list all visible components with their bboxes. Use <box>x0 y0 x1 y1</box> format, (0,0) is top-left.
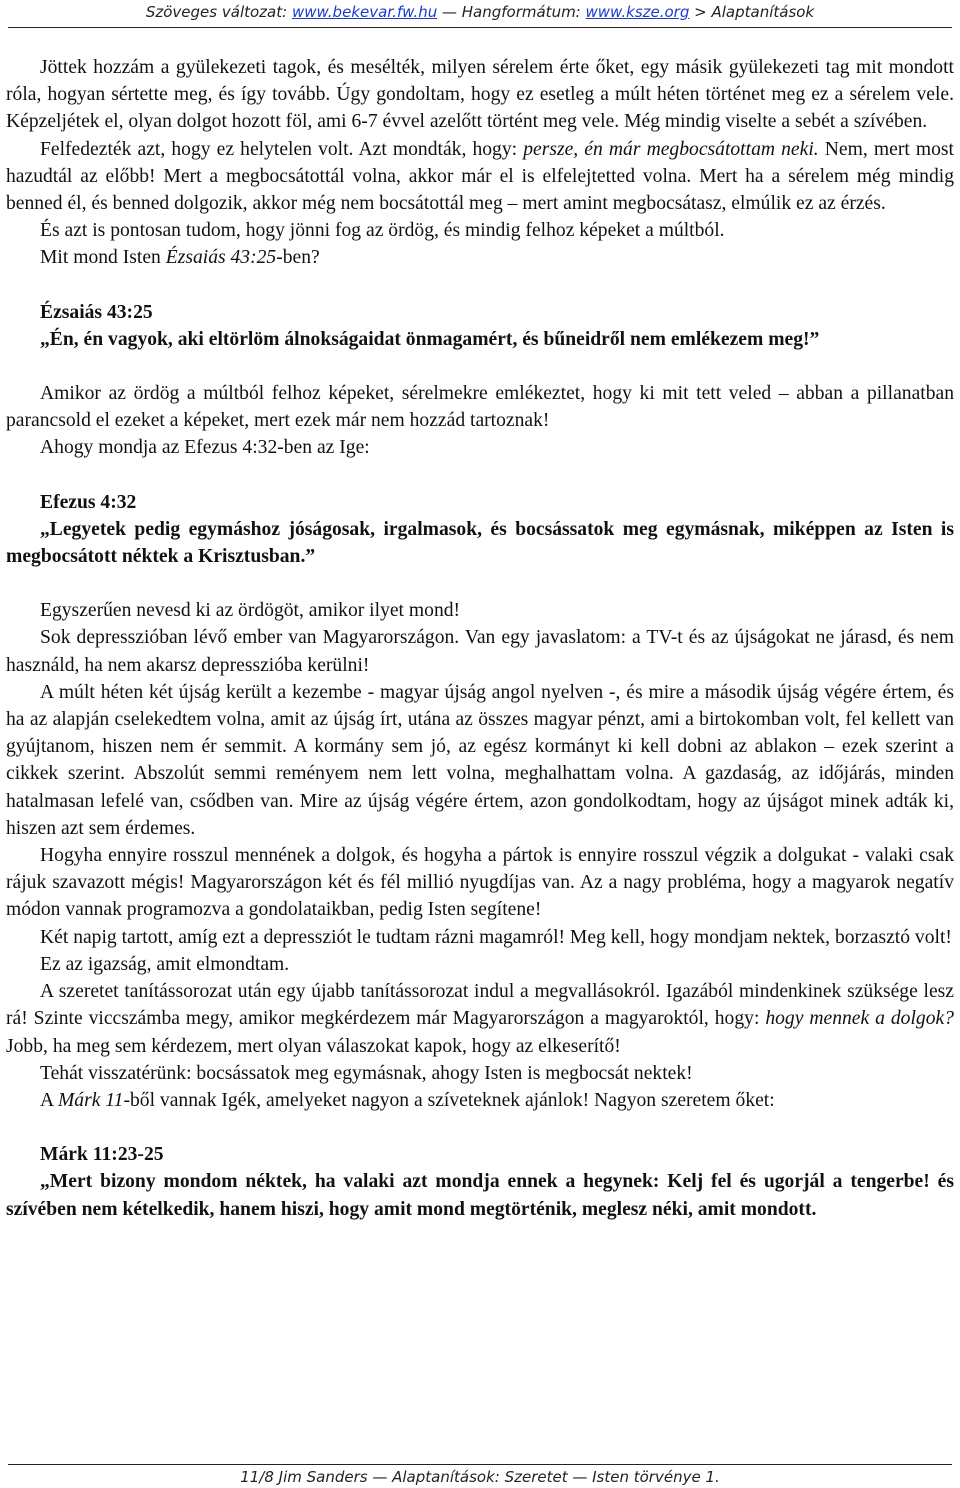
italic-quote: hogy mennek a dolgok? <box>765 1008 954 1030</box>
document-body <box>6 54 954 1223</box>
bekevar-link[interactable]: www.bekevar.fw.hu <box>291 3 438 21</box>
text-run: Nem, mert most hazudtál az előbb! Mert a megbocsátottál volna, akkor már el is elfelejtetted volna. Mert ha a sérelem még mindig benned él, és benned dolgozik, akkor még nem bocsátottál meg – mert amint megbocsátasz, elmúlik ez az érzés. <box>6 138 955 215</box>
paragraph: És azt is pontosan tudom, hogy jönni fog az ördög, és mindig felhoz képeket a múltból. <box>40 220 725 242</box>
header-label-audio: — Hangformátum: <box>437 3 586 21</box>
text-run: -ből vannak Igék, amelyeket nagyon a szíveteknek ajánlok! Nagyon szeretem őket: <box>123 1089 775 1111</box>
header-divider <box>8 27 952 28</box>
paragraph: Ahogy mondja az Efezus 4:32-ben az Ige: <box>40 437 370 459</box>
text-run: Felfedezték azt, hogy ez helytelen volt. Azt mondták, hogy: <box>40 138 524 160</box>
paragraph: A múlt héten két újság került a kezembe - magyar újság angol nyelven -, és mire a második újság végére értem, és ha az alapján cselekedtem volna, amit az újság írt, utána az összes magyar pénzt, ami a birtokomban volt, fel kellett van gyújtanom, hiszen nem ér semmit. A kormány sem jó, az egész kormányt ki kell dobni az ablakon – ezek szerint a cikkek szerint. Abszolút semmi reményem nem lett volna, meghalhattam volna. A gazdaság, az időjárás, minden hatalmasan lefelé van, csődben van. Mire az újság végére értem, azon gondolkodtam, hogy az újságot minek adták ki, hiszen azt sem érdemes. <box>6 681 954 839</box>
text-run: Mit mond Isten <box>40 247 166 269</box>
spacer <box>6 570 954 597</box>
scripture-reference: Márk 11:23-25 <box>40 1144 164 1166</box>
scripture-verse: „Én, én vagyok, aki eltörlöm álnokságaidat önmagamért, és bűneidről nem emlékezem meg!” <box>40 328 820 350</box>
spacer <box>6 272 954 299</box>
paragraph: Sok depresszióban lévő ember van Magyarországon. Van egy javaslatom: a TV-t és az újságokat ne járasd, és nem használd, ha nem akarsz depresszióba kerülni! <box>6 627 954 676</box>
paragraph: Hogyha ennyire rosszul mennének a dolgok, és hogyha a pártok is ennyire rosszul végzik a dolgukat - valaki csak rájuk szavazott mégis! Magyarországon két és fél millió nyugdíjas van. Az a nagy probléma, hogy a magyarok negatív módon vannak programozva a gondolataikban, pedig Isten segítene! <box>6 845 954 921</box>
scripture-reference: Efezus 4:32 <box>40 491 137 513</box>
paragraph <box>6 136 954 218</box>
paragraph: Tehát visszatérünk: bocsássatok meg egymásnak, ahogy Isten is megbocsát nektek! <box>40 1062 693 1084</box>
paragraph: Ez az igazság, amit elmondtam. <box>40 953 290 975</box>
header-breadcrumb: > Alaptanítások <box>689 3 815 21</box>
paragraph <box>6 244 954 271</box>
italic-quote: persze, én már megbocsátottam neki. <box>523 138 819 160</box>
paragraph: Jöttek hozzám a gyülekezeti tagok, és mesélték, milyen sérelem érte őket, egy másik gyülekezeti tag mit mondott róla, hogyan sértette meg, és így tovább. Úgy gondoltam, hogy ez esetleg a múlt héten történet meg ez a sérelem vele. Képzeljétek el, olyan dolgot hozott föl, ami 6-7 évvel azelőtt történt meg vele. Még mindig viselte a sebét a szívében. <box>6 57 954 133</box>
page-footer: 11/8 Jim Sanders — Alaptanítások: Szeretet — Isten törvénye 1. <box>240 1468 720 1486</box>
ksze-link[interactable]: www.ksze.org <box>585 3 690 21</box>
italic-reference: Ézsaiás 43:25 <box>165 247 277 269</box>
paragraph: Két napig tartott, amíg ezt a depressziót le tudtam rázni magamról! Meg kell, hogy mondjam nektek, borzasztó volt! <box>40 926 952 948</box>
paragraph: Amikor az ördög a múltból felhoz képeket, sérelmekre emlékeztet, hogy ki mit tett veled – abban a pillanatban parancsold el ezeket a képeket, mert ezek már nem hozzád tartoznak! <box>6 383 954 432</box>
header-label-text: Szöveges változat: <box>145 3 292 21</box>
scripture-reference: Ézsaiás 43:25 <box>40 301 153 323</box>
scripture-verse: „Mert bizony mondom néktek, ha valaki azt mondja ennek a hegynek: Kelj fel és ugorjál a tengerbe! és szívében nem kételkedik, hanem hiszi, hogy amit mond megtörténik, meglesz néki, amit mondott. <box>6 1171 954 1220</box>
paragraph <box>6 1087 954 1114</box>
text-run: -ben? <box>276 247 320 269</box>
spacer <box>6 1114 954 1141</box>
scripture-verse: „Legyetek pedig egymáshoz jóságosak, irgalmasok, és bocsássatok meg egymásnak, miképpen az Isten is megbocsátott néktek a Krisztusban.” <box>6 518 954 568</box>
text-run: A <box>40 1089 58 1111</box>
page-header <box>0 0 960 24</box>
spacer <box>6 353 954 380</box>
paragraph: Egyszerűen nevesd ki az ördögöt, amikor ilyet mond! <box>40 600 461 622</box>
spacer <box>6 462 954 489</box>
paragraph <box>6 978 954 1060</box>
footer-divider <box>8 1464 952 1465</box>
text-run: A szeretet tanítássorozat után egy újabb tanítássorozat indul a megvallásokról. Igazából mindenkinek szüksége lesz rá! Szinte viccszámba megy, amikor megkérdezem már Magyarországon a magyaroktól, hogy: <box>6 981 954 1030</box>
text-run: Jobb, ha meg sem kérdezem, mert olyan válaszokat kapok, hogy az elkeserítő! <box>6 1035 621 1057</box>
italic-reference: Márk 11 <box>57 1089 124 1111</box>
